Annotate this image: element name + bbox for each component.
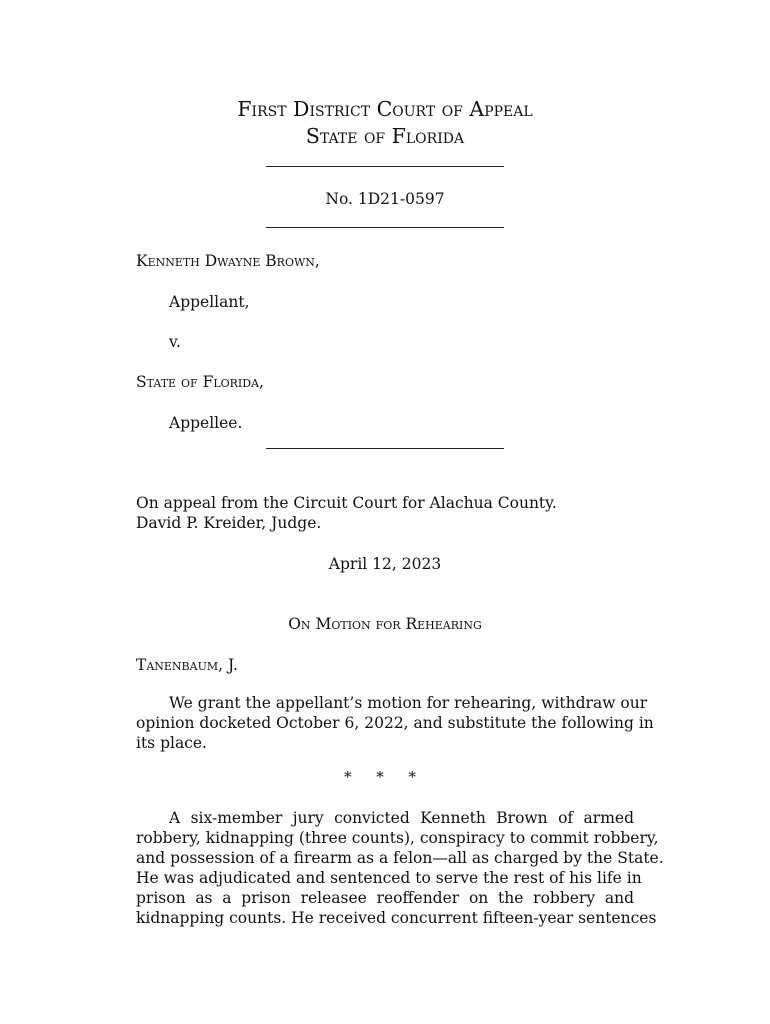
paragraph-line: prison as a prison releasee reoffender on the robbery and [136, 889, 634, 907]
paragraph-line: He was adjudicated and sentenced to serve the rest of his life in [136, 869, 642, 887]
decision-date: April 12, 2023 [328, 555, 442, 573]
case-number: No. 1D21-0597 [325, 190, 445, 208]
court-heading [0, 96, 770, 150]
paragraph-line: We grant the appellant’s motion for rehearing, withdraw our [169, 694, 648, 712]
appellee-role: Appellee. [169, 414, 243, 432]
court-state: State of Florida [305, 124, 465, 148]
appellant-role: Appellant, [169, 293, 250, 311]
appellant-name: Kenneth Dwayne Brown, [136, 252, 320, 270]
paragraph-line: opinion docketed October 6, 2022, and substitute the following in [136, 714, 654, 732]
motion-heading: On Motion for Rehearing [288, 615, 482, 633]
versus-label: v. [169, 333, 181, 351]
rehearing-paragraph [136, 693, 654, 753]
court-name: First District Court of Appeal [237, 97, 533, 121]
paragraph-line: and possession of a firearm as a felon—all as charged by the State. [136, 849, 664, 867]
appellee-name: State of Florida, [136, 373, 264, 391]
paragraph-line: kidnapping counts. He received concurrent fifteen-year sentences [136, 909, 657, 927]
paragraph-line: its place. [136, 734, 207, 752]
appeal-origin: On appeal from the Circuit Court for Alachua County. [136, 494, 557, 512]
paragraph-line: A six-member jury convicted Kenneth Brown of armed [169, 809, 634, 827]
divider-rule [266, 166, 504, 167]
opinion-author: Tanenbaum, J. [136, 656, 238, 674]
trial-judge: David P. Kreider, Judge. [136, 514, 322, 532]
section-separator: * * * [343, 768, 427, 786]
divider-rule [266, 448, 504, 449]
paragraph-line: robbery, kidnapping (three counts), conspiracy to commit robbery, [136, 829, 659, 847]
facts-paragraph [136, 808, 664, 928]
divider-rule [266, 227, 504, 228]
